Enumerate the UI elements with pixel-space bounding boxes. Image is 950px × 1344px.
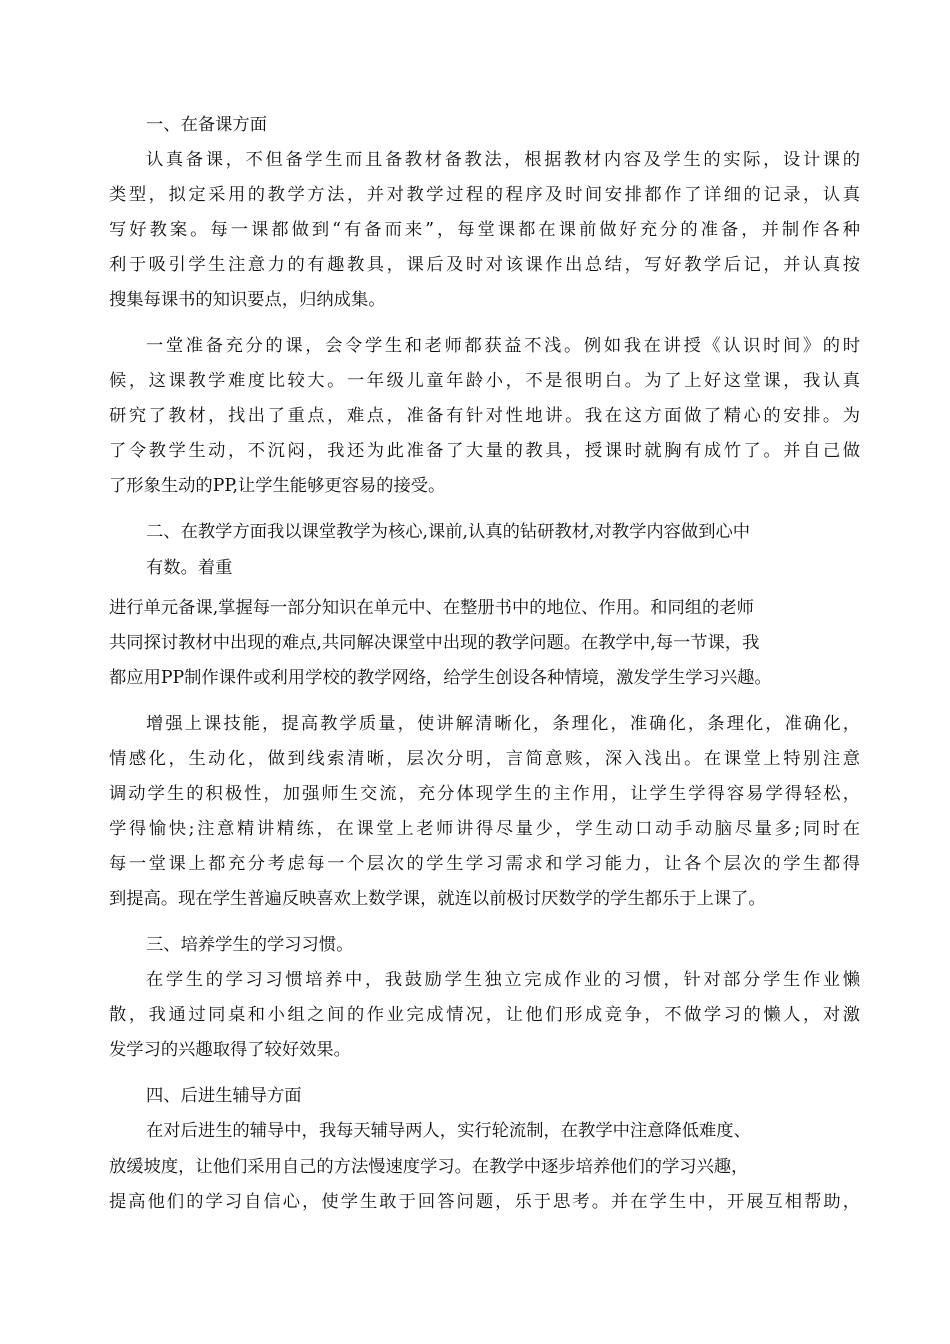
paragraph-line: 在学生的学习习惯培养中，我鼓励学生独立完成作业的习惯，针对部分学生作业懒	[146, 970, 860, 990]
paragraph-line: 进行单元备课,掌握每一部分知识在单元中、在整册书中的地位、作用。和同组的老师	[109, 598, 754, 618]
paragraph-line: 利于吸引学生注意力的有趣教具，课后及时对该课作出总结，写好教学后记，并认真按	[109, 255, 860, 275]
paragraph-line: 了形象生动的PP,让学生能够更容易的接受。	[109, 476, 446, 496]
paragraph-line: 了令教学生动，不沉闷，我还为此准备了大量的教具，授课时就胸有成竹了。并自己做	[109, 441, 860, 461]
paragraph-line: 候，这课教学难度比较大。一年级儿童年龄小，不是很明白。为了上好这堂课，我认真	[109, 371, 860, 391]
paragraph-line: 都应用PP制作课件或利用学校的教学网络，给学生创设各种情境，激发学生学习兴趣。	[109, 668, 772, 688]
paragraph-line: 学得愉快;注意精讲精练，在课堂上老师讲得尽量少，学生动口动手动脑尽量多;同时在	[109, 819, 860, 839]
paragraph-line: 一堂准备充分的课，会令学生和老师都获益不浅。例如我在讲授《认识时间》的时	[146, 336, 860, 356]
paragraph-line: 散，我通过同桌和小组之间的作业完成情况，让他们形成竞争，不做学习的懒人，对激	[109, 1005, 860, 1025]
heading-tutoring: 四、后进生辅导方面	[146, 1086, 302, 1106]
paragraph-line: 情感化，生动化，做到线索清晰，层次分明，言简意赅，深入浅出。在课堂上特别注意	[109, 749, 860, 769]
paragraph-line: 搜集每课书的知识要点，归纳成集。	[109, 290, 386, 310]
paragraph-line: 研究了教材，找出了重点，难点，准备有针对性地讲。我在这方面做了精心的安排。为	[109, 406, 860, 426]
heading-study-habits: 三、培养学生的学习习惯。	[146, 935, 354, 955]
paragraph-line: 调动学生的积极性，加强师生交流，充分体现学生的主作用，让学生学得容易学得轻松，	[109, 784, 860, 804]
paragraph-line: 共同探讨教材中出现的难点,共同解决课堂中出现的教学问题。在教学中,每一节课，我	[109, 633, 760, 653]
paragraph-line: 类型，拟定采用的教学方法，并对教学过程的程序及时间安排都作了详细的记录，认真	[109, 185, 860, 205]
paragraph-line: 提高他们的学习自信心，使学生敢于回答问题，乐于思考。并在学生中，开展互相帮助，	[109, 1192, 860, 1212]
paragraph-line: 放缓坡度，让他们采用自己的方法慢速度学习。在教学中逐步培养他们的学习兴趣，	[109, 1157, 749, 1177]
paragraph-line: 认真备课，不但备学生而且备教材备教法，根据教材内容及学生的实际，设计课的	[146, 150, 860, 170]
paragraph-line: 每一堂课上都充分考虑每一个层次的学生学习需求和学习能力，让各个层次的学生都得	[109, 854, 860, 874]
paragraph-line: 发学习的兴趣取得了较好效果。	[109, 1040, 351, 1060]
paragraph-line: 有数。着重	[146, 558, 233, 578]
paragraph-line: 到提高。现在学生普遍反映喜欢上数学课，就连以前极讨厌数学的学生都乐于上课了。	[109, 889, 766, 909]
heading-lesson-prep: 一、在备课方面	[146, 115, 267, 135]
paragraph-line: 增强上课技能，提高教学质量，使讲解清晰化，条理化，准确化，条理化，准确化，	[146, 714, 860, 734]
paragraph-line: 在对后进生的辅导中，我每天辅导两人，实行轮流制，在教学中注意降低难度、	[146, 1121, 751, 1141]
heading-teaching: 二、在教学方面我以课堂教学为核心,课前,认真的钻研教材,对教学内容做到心中	[146, 522, 751, 542]
paragraph-line: 写好教案。每一课都做到“有备而来”，每堂课都在课前做好充分的准备，并制作各种	[109, 220, 860, 240]
